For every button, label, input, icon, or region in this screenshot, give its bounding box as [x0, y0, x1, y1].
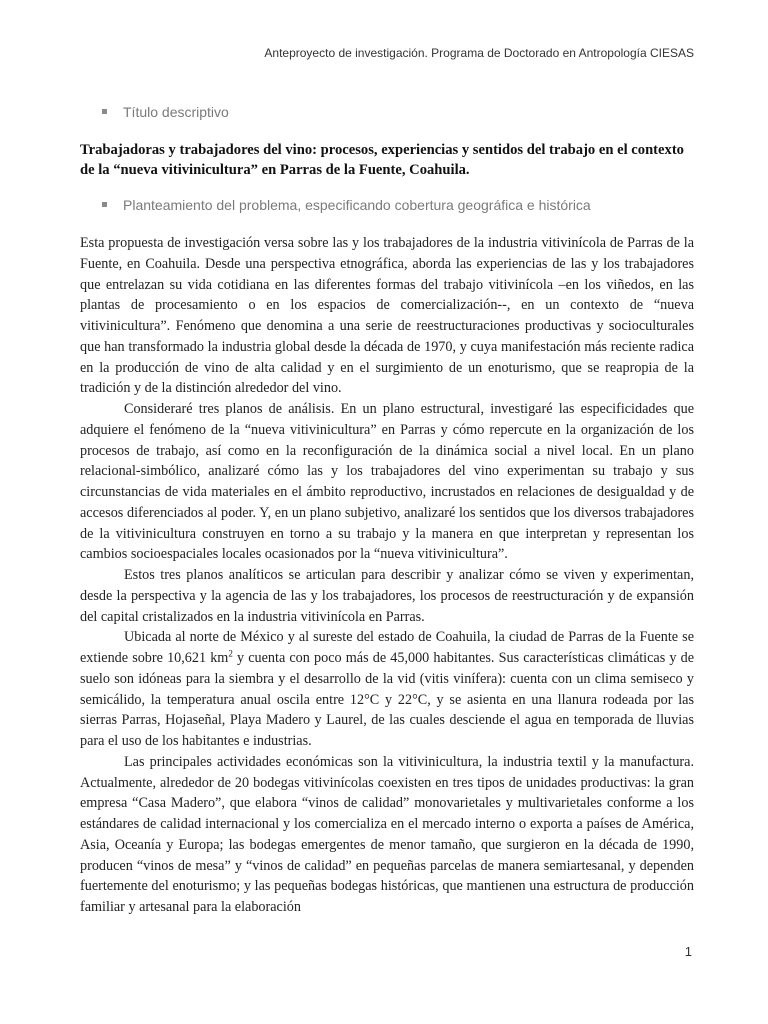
square-bullet-icon [102, 202, 107, 207]
section-heading-problem-statement [102, 197, 591, 213]
body-text [80, 233, 694, 918]
paragraph-4 [80, 627, 694, 752]
paragraph-4-part-1: Ubicada al norte de México y al sureste del estado de Coahuila, la ciudad de Parras de la Fuente se extiende sobre 10,621 km [80, 629, 694, 666]
paragraph-1: Esta propuesta de investigación versa sobre las y los trabajadores de la industria vitivinícola de Parras de la Fuente, en Coahuila. Desde una perspectiva etnográfica, aborda las experiencias de las y los trabajadores que entrelazan su vida cotidiana en las diferentes formas del trabajo vitivinícola –en los viñedos, en las plantas de procesamiento o en los espacios de comercialización--, en un contexto de “nueva vitivinicultura”. Fenómeno que denomina a una serie de reestructuraciones productivas y socioculturales que han transformado la industria global desde la década de 1970, y cuya manifestación más reciente radica en la producción de vino de alta calidad y en el surgimiento de un enoturismo, que se reapropia de la tradición y de la distinción alrededor del vino. [80, 235, 694, 397]
paragraph-4-part-2: y cuenta con poco más de 45,000 habitantes. Sus características climáticas y de suelo son idóneas para la siembra y el desarrollo de la vid (vitis vinífera): cuenta con un clima semiseco y semicálido, la temperatura anual oscila entre 12°C y 22°C, y se asienta en una llanura rodeada por las sierras Parras, Hojaseñal, Playa Madero y Laurel, de las cuales desciende el agua en temporada de lluvias para el uso de los habitantes e industrias. [80, 650, 695, 749]
paragraph-3: Estos tres planos analíticos se articulan para describir y analizar cómo se viven y experimentan, desde la perspectiva y la agencia de las y los trabajadores, los procesos de reestructuración y de expansión del capital cristalizados en la industria vitivinícola en Parras. [80, 567, 694, 625]
section-heading-label: Planteamiento del problema, especificando cobertura geográfica e histórica [123, 197, 591, 213]
section-heading-descriptive-title [102, 104, 229, 120]
paragraph-5: Las principales actividades económicas son la vitivinicultura, la industria textil y la manufactura. Actualmente, alrededor de 20 bodegas vitivinícolas coexisten en tres tipos de unidades productivas: la gran empresa “Casa Madero”, que elabora “vinos de calidad” monovarietales y multivarietales conforme a los estándares de calidad internacional y los comercializa en el mercado interno o exporta a países de América, Asia, Oceanía y Europa; las bodegas emergentes de menor tamaño, que surgieron en la década de 1990, producen “vinos de mesa” y “vinos de calidad” en pequeñas parcelas de manera semiartesanal, y dependen fuertemente del enoturismo; y las pequeñas bodegas históricas, que mantienen una estructura de producción familiar y artesanal para la elaboración [80, 753, 694, 915]
page-number: 1 [684, 944, 692, 959]
section-heading-label: Título descriptivo [123, 104, 229, 120]
paragraph-2: Consideraré tres planos de análisis. En un plano estructural, investigaré las especificidades que adquiere el fenómeno de la “nueva vitivinicultura” en Parras y cómo repercute en la organización de los procesos de trabajo, así como en la reconfiguración de la dinámica social a nivel local. En un plano relacional-simbólico, analizaré cómo las y los trabajadores del vino experimentan su trabajo y sus circunstancias de vida materiales en el ámbito reproductivo, incrustados en relaciones de desigualdad y de accesos diferenciados al poder. Y, en un plano subjetivo, analizaré los sentidos que los diversos trabajadores de la vitivinicultura construyen en torno a su trabajo y la manera en que interpretan y representan los cambios socioespaciales locales ocasionados por la “nueva vitivinicultura”. [80, 401, 694, 563]
running-header: Anteproyecto de investigación. Programa de Doctorado en Antropología CIESAS [264, 46, 694, 60]
document-title: Trabajadoras y trabajadores del vino: procesos, experiencias y sentidos del trabajo en el contexto de la “nueva vitivinicultura” en Parras de la Fuente, Coahuila. [80, 142, 684, 178]
superscript-squared: 2 [228, 648, 233, 659]
square-bullet-icon [102, 109, 107, 114]
